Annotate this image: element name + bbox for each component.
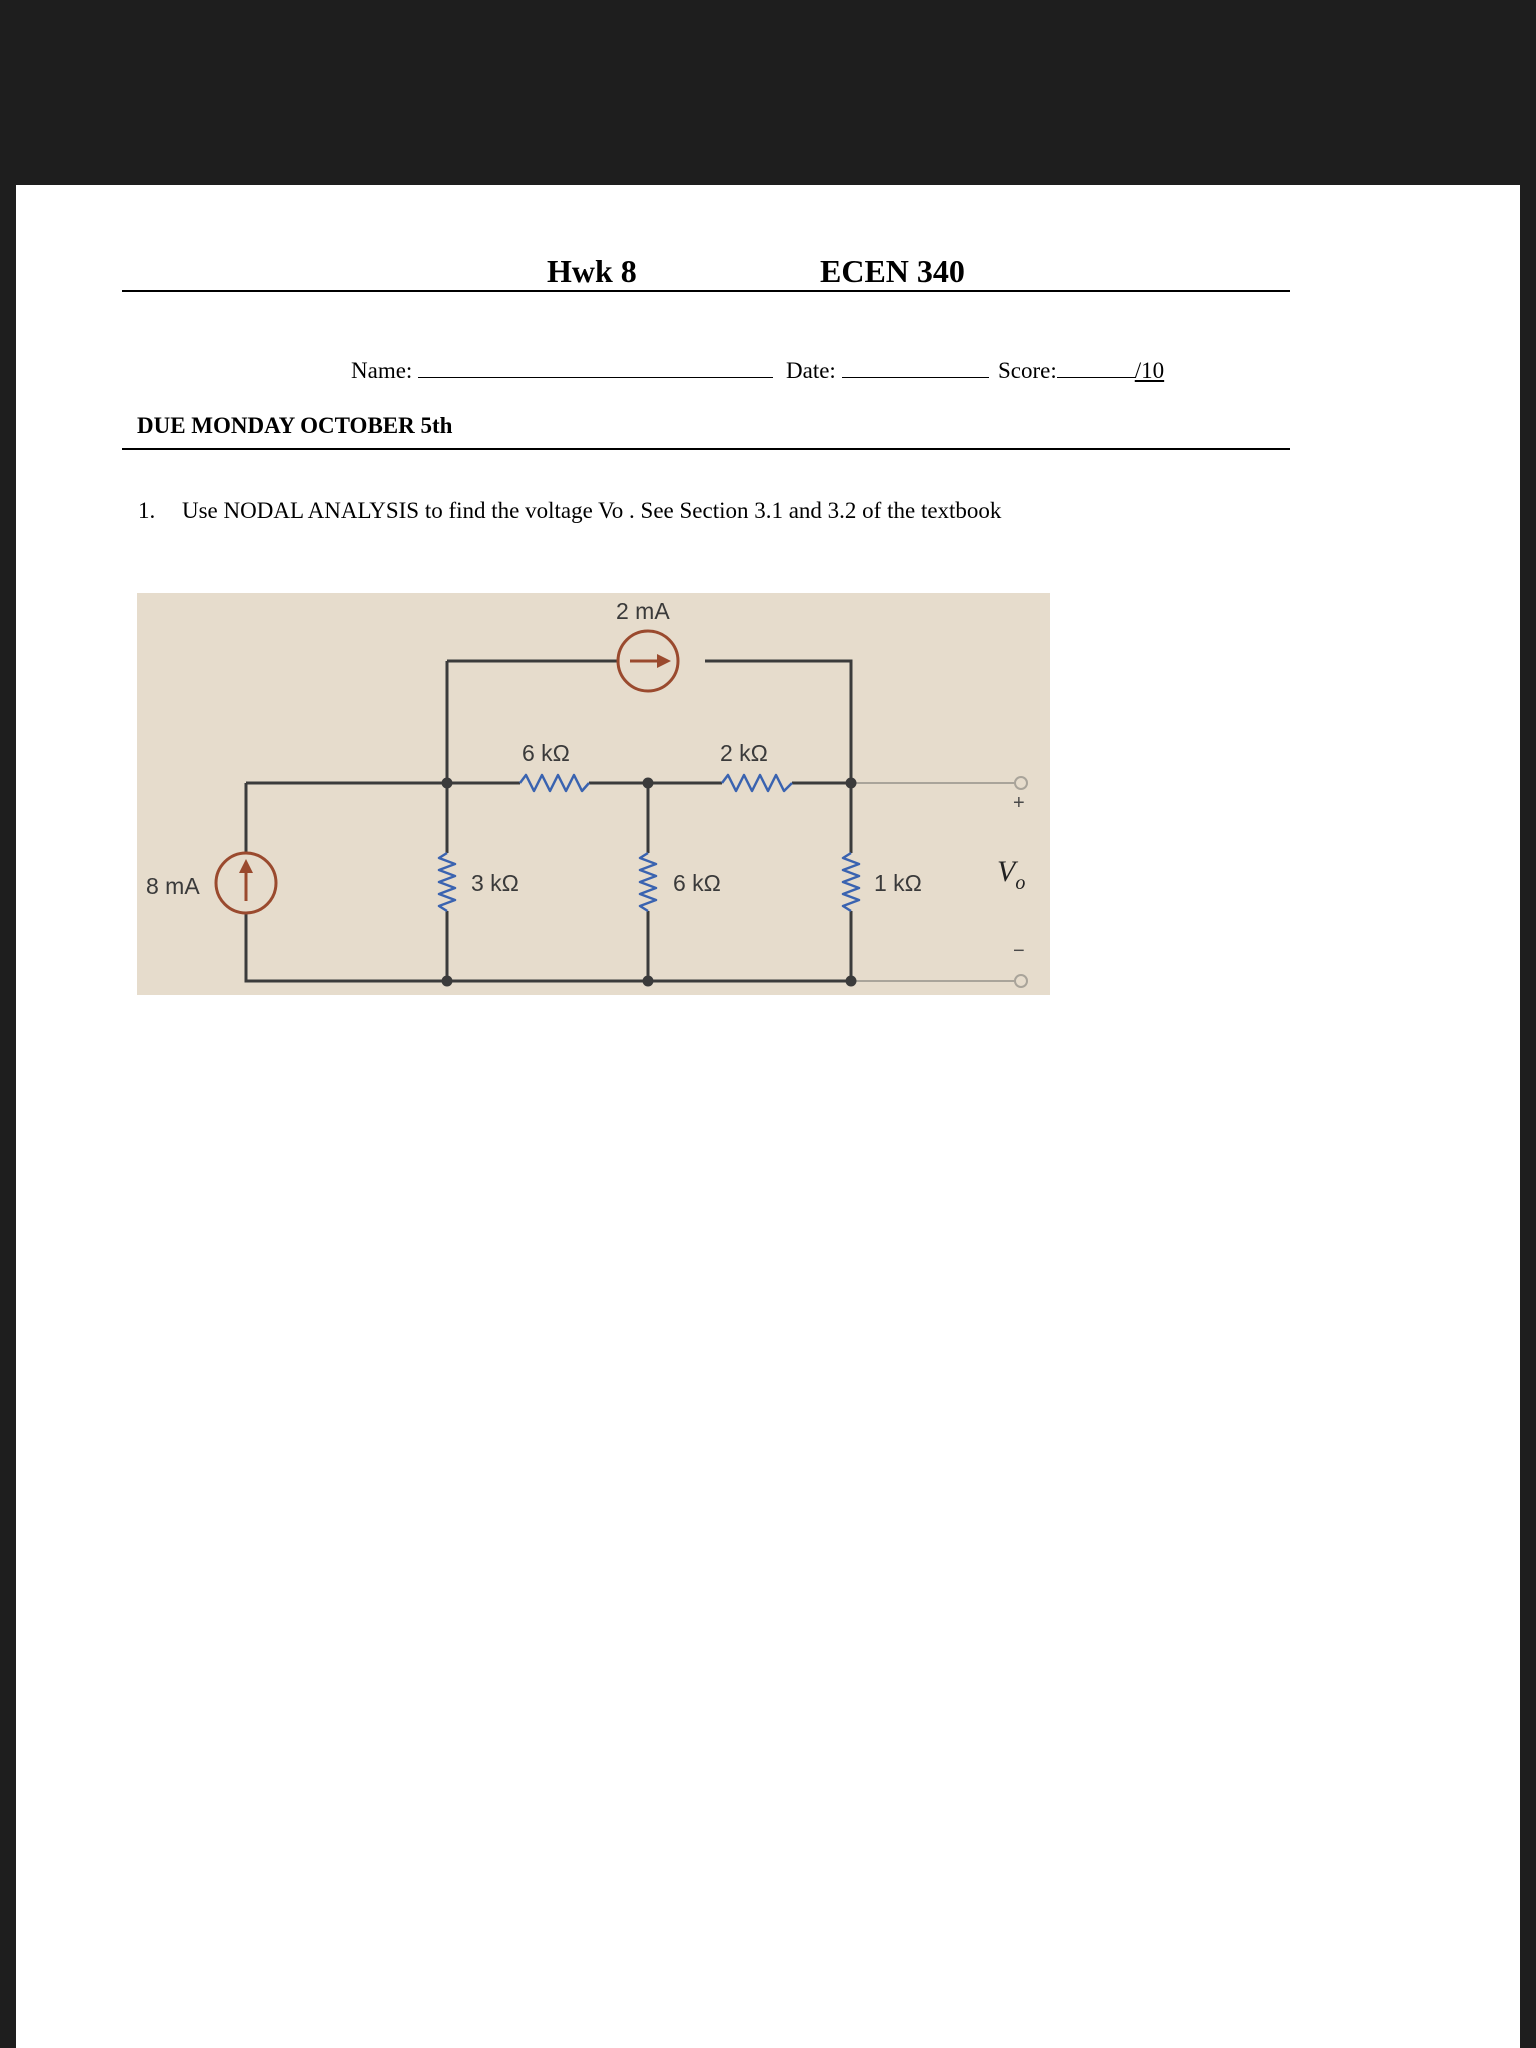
output-terminal-minus xyxy=(1015,975,1027,987)
node-3 xyxy=(846,778,857,789)
header-rule xyxy=(122,290,1290,292)
label-2k-top: 2 kΩ xyxy=(720,740,768,766)
score-total: /10 xyxy=(1134,358,1165,383)
course-title: ECEN 340 xyxy=(820,253,965,289)
minus-sign: − xyxy=(1013,940,1025,962)
plus-sign: + xyxy=(1013,792,1025,814)
label-6k-shunt: 6 kΩ xyxy=(673,870,721,896)
homework-title: Hwk 8 xyxy=(547,253,637,289)
node-1 xyxy=(442,778,453,789)
current-source-2ma xyxy=(618,631,678,691)
name-field xyxy=(351,357,773,384)
circuit-diagram xyxy=(137,593,1050,995)
label-6k-top: 6 kΩ xyxy=(522,740,570,766)
ground-node-2 xyxy=(643,976,654,987)
due-date: DUE MONDAY OCTOBER 5th xyxy=(137,413,453,438)
score-blank xyxy=(1057,357,1135,378)
vo-letter: V xyxy=(997,855,1016,888)
label-8ma: 8 mA xyxy=(146,873,200,899)
wire-bottom xyxy=(246,913,851,981)
vo-subscript: o xyxy=(1015,872,1026,894)
circuit-figure xyxy=(137,593,1050,995)
output-voltage-label xyxy=(997,855,1025,894)
score-field xyxy=(998,357,1164,384)
problem-1 xyxy=(138,498,1001,524)
resistor-6k-shunt xyxy=(640,853,656,911)
resistor-2k-top xyxy=(722,775,792,791)
resistor-6k-top xyxy=(520,775,589,791)
current-source-8ma xyxy=(216,853,276,913)
label-3k: 3 kΩ xyxy=(471,870,519,896)
ground-node-1 xyxy=(442,976,453,987)
ground-node-3 xyxy=(846,976,857,987)
document-page xyxy=(16,185,1520,2048)
label-2ma: 2 mA xyxy=(616,598,670,624)
date-field xyxy=(786,357,989,384)
date-label: Date: xyxy=(786,358,836,383)
date-blank xyxy=(842,357,989,378)
problem-text: Use NODAL ANALYSIS to find the voltage Vo . See Section 3.1 and 3.2 of the textbook xyxy=(182,498,1002,523)
resistor-1k xyxy=(843,853,859,911)
due-rule xyxy=(122,448,1290,450)
score-label: Score: xyxy=(998,358,1057,383)
name-blank xyxy=(418,357,773,378)
name-label: Name: xyxy=(351,358,413,383)
node-2 xyxy=(643,778,654,789)
resistor-3k xyxy=(439,853,455,911)
output-terminal-plus xyxy=(1015,777,1027,789)
problem-number: 1. xyxy=(138,498,156,523)
label-1k: 1 kΩ xyxy=(874,870,922,896)
